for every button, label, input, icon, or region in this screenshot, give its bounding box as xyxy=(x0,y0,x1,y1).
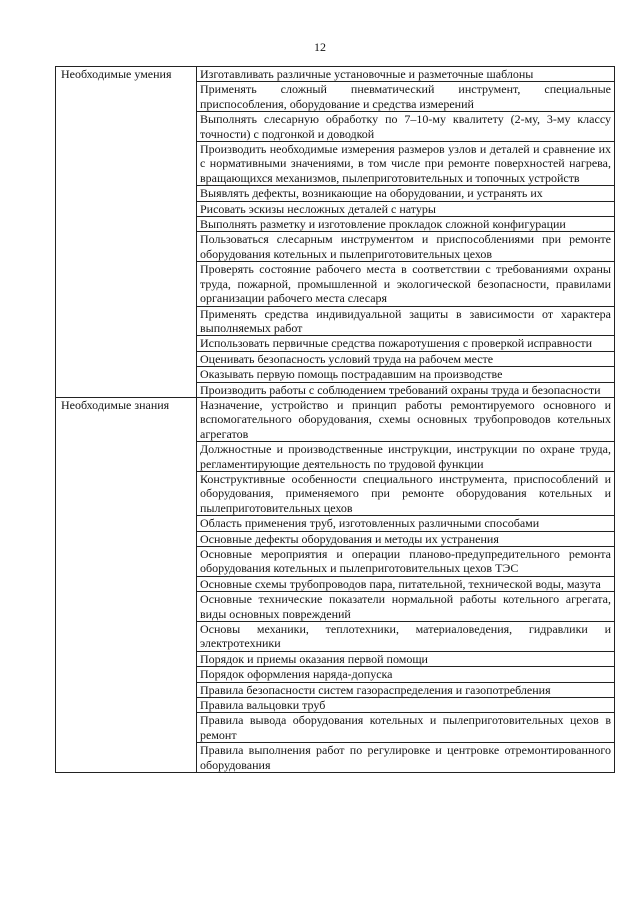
requirement-item: Правила вывода оборудования котельных и пылеприготовительных цехов в ремонт xyxy=(197,713,615,743)
requirement-item: Выявлять дефекты, возникающие на оборудовании, и устранять их xyxy=(197,186,615,201)
requirement-item: Основные дефекты оборудования и методы их устранения xyxy=(197,531,615,546)
requirement-item: Пользоваться слесарным инструментом и приспособлениями при ремонте оборудования котельных и пылеприготовительных цехов xyxy=(197,232,615,262)
requirement-item: Правила выполнения работ по регулировке и центровке отремонтированного оборудования xyxy=(197,743,615,773)
requirement-item: Оценивать безопасность условий труда на рабочем месте xyxy=(197,351,615,366)
requirement-item: Область применения труб, изготовленных различными способами xyxy=(197,516,615,531)
requirement-item: Использовать первичные средства пожаротушения с проверкой исправности xyxy=(197,336,615,351)
requirement-item: Конструктивные особенности специального инструмента, приспособлений и оборудования, применяемого при ремонте оборудования котельных и пылеприготовительных цехов xyxy=(197,471,615,515)
requirement-item: Основные схемы трубопроводов пара, питательной, технической воды, мазута xyxy=(197,576,615,591)
requirement-item: Правила безопасности систем газораспределения и газопотребления xyxy=(197,682,615,697)
requirement-item: Выполнять разметку и изготовление прокладок сложной конфигурации xyxy=(197,217,615,232)
requirement-item: Оказывать первую помощь пострадавшим на производстве xyxy=(197,367,615,382)
requirement-item: Производить работы с соблюдением требований охраны труда и безопасности xyxy=(197,382,615,397)
requirement-item: Рисовать эскизы несложных деталей с натуры xyxy=(197,201,615,216)
requirement-item: Основы механики, теплотехники, материаловедения, гидравлики и электротехники xyxy=(197,622,615,652)
requirements-table xyxy=(55,66,615,773)
requirement-item: Производить необходимые измерения размеров узлов и деталей и сравнение их с нормативными значениями, в том числе при ремонте поверхностей нагрева, вращающихся механизмов, пылеприготовительных и топочных устройств xyxy=(197,142,615,186)
page-number: 12 xyxy=(314,40,326,54)
requirement-item: Применять сложный пневматический инструмент, специальные приспособления, оборудование и средства измерений xyxy=(197,82,615,112)
requirements-table-body xyxy=(56,67,615,773)
section-label-knowledge: Необходимые знания xyxy=(56,397,197,772)
requirement-item: Применять средства индивидуальной защиты в зависимости от характера выполняемых работ xyxy=(197,306,615,336)
requirement-item: Правила вальцовки труб xyxy=(197,698,615,713)
table-row xyxy=(56,67,615,82)
requirement-item: Порядок оформления наряда-допуска xyxy=(197,667,615,682)
requirement-item: Изготавливать различные установочные и разметочные шаблоны xyxy=(197,67,615,82)
requirement-item: Основные технические показатели нормальной работы котельного агрегата, виды основных повреждений xyxy=(197,592,615,622)
requirement-item: Назначение, устройство и принцип работы ремонтируемого основного и вспомогательного оборудования, схемы основных трубопроводов котельных агрегатов xyxy=(197,397,615,441)
requirement-item: Выполнять слесарную обработку по 7–10-му квалитету (2-му, 3-му классу точности) с подгонкой и доводкой xyxy=(197,112,615,142)
requirement-item: Порядок и приемы оказания первой помощи xyxy=(197,651,615,666)
requirement-item: Основные мероприятия и операции планово-предупредительного ремонта оборудования котельных и пылеприготовительных цехов ТЭС xyxy=(197,547,615,577)
section-label-skills: Необходимые умения xyxy=(56,67,197,398)
table-row xyxy=(56,397,615,441)
requirement-item: Должностные и производственные инструкции, инструкции по охране труда, регламентирующие деятельность по трудовой функции xyxy=(197,442,615,472)
requirement-item: Проверять состояние рабочего места в соответствии с требованиями охраны труда, пожарной, промышленной и экологической безопасности, правилами организации рабочего места слесаря xyxy=(197,262,615,306)
